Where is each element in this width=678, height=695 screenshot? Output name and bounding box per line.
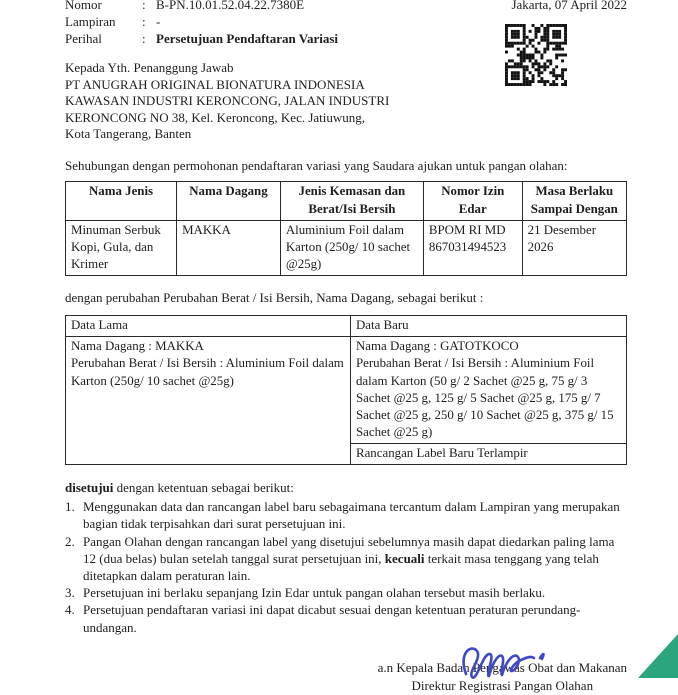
recipient-address: KAWASAN INDUSTRI KERONCONG, JALAN INDUSTRI bbox=[65, 93, 390, 108]
meta-label-nomor: Nomor bbox=[65, 0, 102, 12]
signature bbox=[388, 644, 548, 690]
attachment-value: - bbox=[156, 14, 161, 29]
condition-item: 4. Persetujuan pendaftaran variasi ini dapat dicabut sesuai dengan ketentuan peraturan perundang-undangan. bbox=[65, 602, 581, 635]
corner-decoration bbox=[638, 634, 678, 678]
recipient-address: Kota Tangerang, Banten bbox=[65, 126, 192, 141]
approval-rest: dengan ketentuan sebagai berikut: bbox=[113, 480, 294, 496]
letter-number: B-PN.10.01.52.04.22.7380E bbox=[156, 0, 305, 12]
col-nomor-izin-edar: Nomor Izin Edar bbox=[423, 182, 522, 220]
cell-label-baru-terlampir: Rancangan Label Baru Terlampir bbox=[350, 444, 626, 465]
meta-label-perihal: Perihal bbox=[65, 31, 102, 46]
col-data-baru: Data Baru bbox=[350, 316, 626, 337]
cell-data-baru bbox=[350, 337, 626, 444]
qr-code-icon bbox=[505, 24, 567, 86]
recipient-line: Kepada Yth. Penanggung Jawab bbox=[65, 60, 234, 75]
product-table-row bbox=[66, 220, 627, 275]
change-intro-paragraph: dengan perubahan Perubahan Berat / Isi Bersih, Nama Dagang, sebagai berikut : bbox=[65, 290, 484, 306]
cell-nama-dagang: MAKKA bbox=[177, 220, 281, 275]
condition-item: 3. Persetujuan ini berlaku sepanjang Izin Edar untuk pangan olahan tersebut masih berlaku. bbox=[65, 585, 546, 601]
col-jenis-kemasan: Jenis Kemasan dan Berat/Isi Bersih bbox=[280, 182, 423, 220]
dateline: Jakarta, 07 April 2022 bbox=[511, 0, 627, 12]
cell-masa-berlaku: 21 Desember 2026 bbox=[522, 220, 626, 275]
product-table bbox=[65, 181, 627, 276]
signoff-title: Direktur Registrasi Pangan Olahan bbox=[411, 677, 594, 693]
signoff-authority: a.n Kepala Badan Pengawas Obat dan Makanan bbox=[377, 659, 627, 675]
meta-colon: : bbox=[142, 31, 146, 46]
meta-label-lampiran: Lampiran bbox=[65, 14, 116, 29]
product-table-header-row bbox=[66, 182, 627, 220]
change-table-body-row bbox=[66, 337, 627, 444]
old-weight: Perubahan Berat / Isi Bersih : Aluminium Foil dalam Karton (250g/ 10 sachet @25g) bbox=[71, 356, 344, 388]
new-brand: Nama Dagang : GATOTKOCO bbox=[355, 339, 519, 354]
approval-keyword: disetujui bbox=[65, 480, 114, 496]
subject-value: Persetujuan Pendaftaran Variasi bbox=[156, 31, 338, 46]
col-nama-jenis: Nama Jenis bbox=[66, 182, 177, 220]
cell-nomor-izin-edar: BPOM RI MD 867031494523 bbox=[423, 220, 522, 275]
recipient-company: PT ANUGRAH ORIGINAL BIONATURA INDONESIA bbox=[65, 76, 365, 92]
old-brand: Nama Dagang : MAKKA bbox=[71, 339, 204, 354]
meta-colon: : bbox=[142, 0, 146, 12]
cell-jenis-kemasan: Aluminium Foil dalam Karton (250g/ 10 sachet @25g) bbox=[280, 220, 423, 275]
condition-item: 2. Pangan Olahan dengan rancangan label yang disetujui sebelumnya masih dapat diedarkan paling lama 12 (dua belas) bulan setelah tanggal surat persetujuan ini, kecuali terkait masa tenggang yang telah ditetapkan dalam peraturan lain. bbox=[65, 533, 615, 584]
condition-item: 1. Menggunakan data dan rancangan label baru sebagaimana tercantum dalam Lampiran yang merupakan bagian tidak terpisahkan dari surat persetujuan ini. bbox=[65, 499, 620, 532]
intro-paragraph: Sehubungan dengan permohonan pendaftaran variasi yang Saudara ajukan untuk pangan olahan: bbox=[65, 157, 568, 173]
new-weight: Perubahan Berat / Isi Bersih : Aluminium Foil dalam Karton (50 g/ 2 Sachet @25 g, 75 g/ 3 Sachet @25 g, 125 g/ 5 Sachet @25 g, 175 g/ 7 Sachet @25 g, 250 g/ 10 Sachet @25 g, 375 g/ 15 Sachet @25 g) bbox=[355, 356, 614, 439]
cell-nama-jenis: Minuman Serbuk Kopi, Gula, dan Krimer bbox=[66, 220, 177, 275]
change-table bbox=[65, 315, 627, 465]
approval-line bbox=[65, 480, 627, 497]
col-data-lama: Data Lama bbox=[66, 316, 351, 337]
meta-colon: : bbox=[142, 14, 146, 29]
change-table-header-row bbox=[66, 316, 627, 337]
conditions-list bbox=[65, 498, 627, 636]
cell-data-lama bbox=[66, 337, 351, 465]
recipient-address: KERONCONG NO 38, Kel. Keroncong, Kec. Jatiuwung, bbox=[65, 109, 366, 125]
col-masa-berlaku: Masa Berlaku Sampai Dengan bbox=[522, 182, 626, 220]
col-nama-dagang: Nama Dagang bbox=[177, 182, 281, 220]
